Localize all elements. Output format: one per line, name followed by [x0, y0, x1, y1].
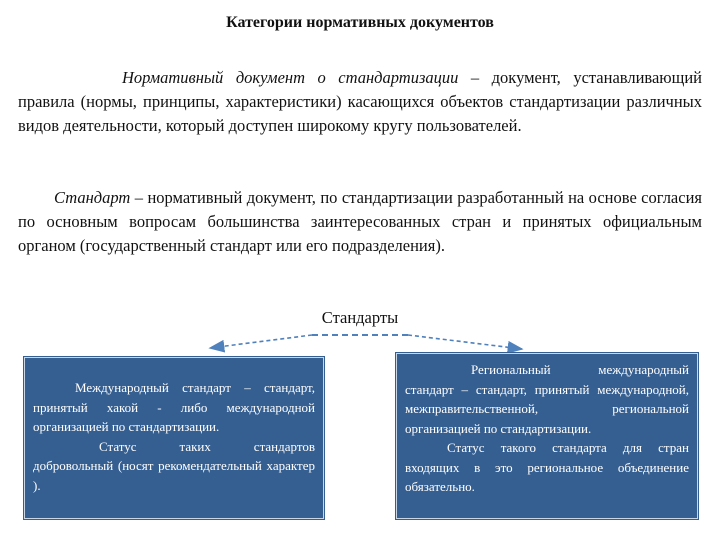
term-normative-document: Нормативный документ о стандартизации [122, 68, 459, 87]
arrow-to-international [210, 335, 312, 348]
definition-normative-document-text: – документ, устанавливающий правила (нормы, принципы, характеристики) касающихся объектов стандартизации различных видов деятельности, который доступен широкому кругу пользователей. [18, 68, 703, 135]
term-standard: Стандарт [54, 188, 131, 207]
international-standard-status: Статус таких стандартов добровольный (носят рекомендательный характер ). [33, 438, 315, 493]
regional-standard-box [396, 353, 698, 519]
page-title: Категории нормативных документов [226, 14, 494, 31]
regional-standard-definition: Региональный международный стандарт – стандарт, принятый международной, межправительственной, региональной организацией по стандартизации. [405, 362, 689, 436]
international-standard-definition: Международный стандарт – стандарт, принятый хакой - либо международной организацией по стандартизации. [33, 380, 315, 434]
definition-standard-text: – нормативный документ, по стандартизации разработанный на основе согласия по основным вопросам большинства заинтересованных стран и принятых официальным органом (государственный стандарт или его подразделения). [18, 188, 702, 255]
international-standard-box [24, 357, 324, 519]
arrow-to-regional [408, 335, 522, 349]
regional-standard-status: Статус такого стандарта для стран входящих в это региональное объединение обязательно. [405, 440, 689, 494]
standards-label: Стандарты [321, 308, 399, 327]
